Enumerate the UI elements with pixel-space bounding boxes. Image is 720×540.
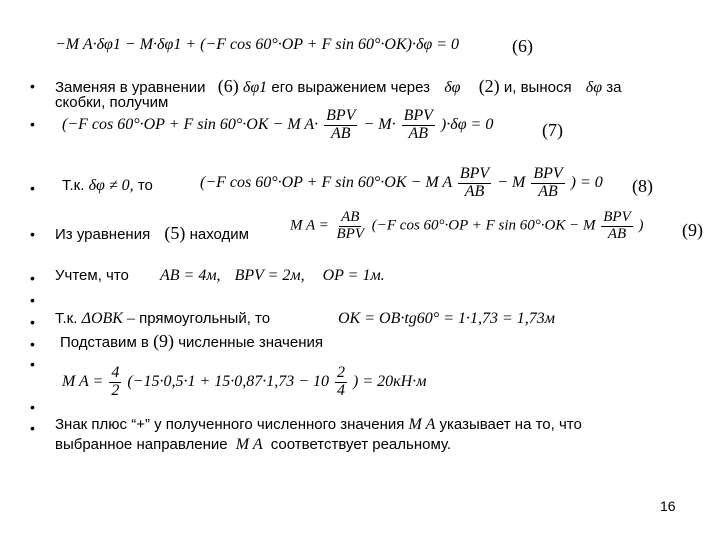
fraction: $\frac{2}{4}$ xyxy=(337,364,346,399)
equation-7: (−F cos 60°·OP + F sin 60°·OK − M A· $\frac{\text{BPV}}{AB}$ − M· $\frac{\text{BPV}}{AB}$ )·δφ = 0 xyxy=(62,107,494,142)
bullet: • xyxy=(30,116,35,132)
equation-ref: (5) xyxy=(164,223,186,243)
equation-9-number: (9) xyxy=(682,220,703,240)
bullet: • xyxy=(30,270,35,286)
equation-6 xyxy=(55,36,459,54)
equation-9: M A = $\frac{AB}{\text{BPV}}$ (−F cos 60°·OP + F sin 60°·OK − M $\frac{\text{BPV}}{AB}$ ) xyxy=(290,209,644,242)
fraction: $\frac{4}{2}$ xyxy=(111,364,120,399)
bullet: • xyxy=(30,314,35,330)
paragraph-conclusion: Знак плюс “+” у полученного численного значения M A указывает на то, что xyxy=(55,416,582,433)
equation-ref: (9) xyxy=(153,331,175,351)
equation-7-number: (7) xyxy=(542,120,563,140)
symbol: δφ xyxy=(444,79,461,96)
fraction: $\frac{AB}{\text{BPV}}$ xyxy=(336,209,364,242)
symbol: δφ1 xyxy=(242,79,268,96)
text: Заменяя в уравнении xyxy=(55,79,206,96)
bullet: • xyxy=(30,180,35,196)
paragraph-substitute: Подставим в (9) численные значения xyxy=(60,331,323,351)
numeric-equation: M A = $\frac{4}{2}$ (−15·0,5·1 + 15·0,87·1,73 − 10 $\frac{2}{4}$ ) = 20кН·м xyxy=(62,364,427,399)
paragraph-replace-cont: скобки, получим xyxy=(55,94,169,111)
paragraph-given: Учтем, что xyxy=(55,267,129,284)
symbol: M A xyxy=(235,436,263,453)
bullet: • xyxy=(30,399,35,415)
paragraph-conclusion-cont: выбранное направление M A соответствует реальному. xyxy=(55,436,452,453)
bullet: • xyxy=(30,292,35,308)
paragraph-from-equation: Из уравнения (5) находим xyxy=(55,223,249,243)
fraction: $\frac{\text{BPV}}{AB}$ xyxy=(459,165,490,200)
paragraph-triangle: Т.к. ΔOBK – прямоугольный, то xyxy=(55,310,271,327)
fraction: $\frac{\text{BPV}}{AB}$ xyxy=(603,209,631,242)
symbol: δφ xyxy=(585,79,603,96)
bullet: • xyxy=(30,78,35,94)
text: за xyxy=(606,79,622,96)
equation-6-expression: −M A·δφ1 − M·δφ1 + (−F cos 60°·OP + F sin 60°·OK)·δφ = 0 xyxy=(55,36,460,53)
page-number: 16 xyxy=(660,498,676,514)
equation-ref: (6) xyxy=(217,76,239,96)
fraction: $\frac{\text{BPV}}{AB}$ xyxy=(326,107,356,142)
text: его выражением через xyxy=(271,79,431,96)
bullet: • xyxy=(30,356,35,372)
fraction: $\frac{\text{BPV}}{AB}$ xyxy=(403,107,433,142)
condition: δφ ≠ 0, xyxy=(88,177,134,194)
text: и, вынося xyxy=(503,79,572,96)
equation-ref: (2) xyxy=(478,76,500,96)
equation-6-number: (6) xyxy=(512,36,533,56)
given-values: AB = 4м, BPV = 2м, OP = 1м. xyxy=(160,267,385,284)
bullet: • xyxy=(30,336,35,352)
bullet: • xyxy=(30,420,35,436)
bullet: • xyxy=(30,226,35,242)
paragraph-since: Т.к. δφ ≠ 0, то xyxy=(62,177,153,194)
symbol: M A xyxy=(408,416,436,433)
fraction: $\frac{\text{BPV}}{AB}$ xyxy=(533,165,563,200)
triangle-symbol: ΔOBK – xyxy=(81,310,135,327)
ok-expression: OK = OB·tg60° = 1·1,73 = 1,73м xyxy=(338,310,555,327)
equation-8-number: (8) xyxy=(632,176,653,196)
equation-8: (−F cos 60°·OP + F sin 60°·OK − M A $\frac{\text{BPV}}{AB}$ − M $\frac{\text{BPV}}{AB}$ ) = 0 xyxy=(200,165,603,200)
